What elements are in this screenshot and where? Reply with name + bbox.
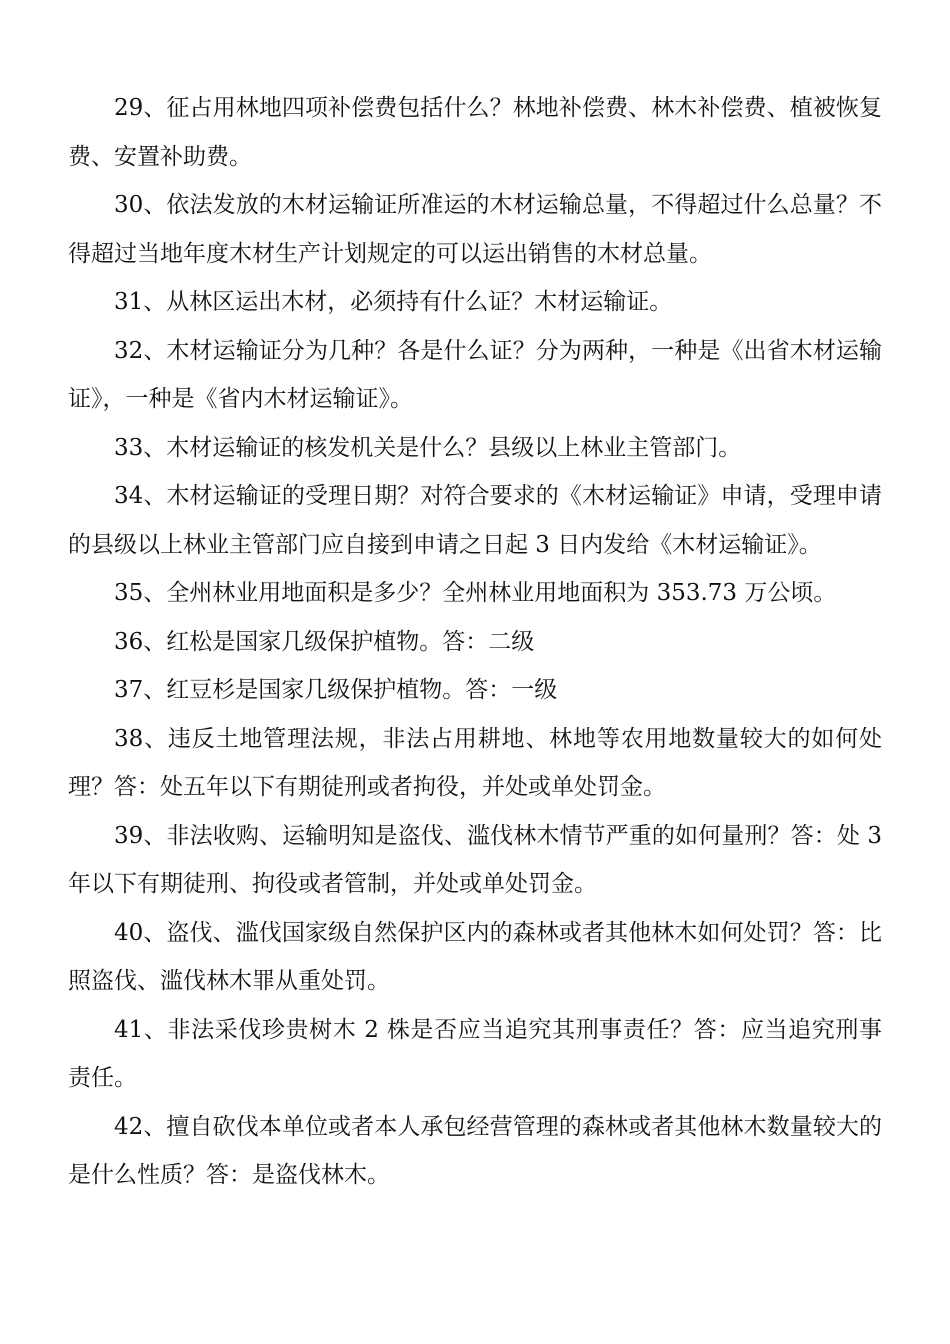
paragraph-q39: 39、非法收购、运输明知是盗伐、滥伐林木情节严重的如何量刑？答：处 3 年以下有期徒刑、拘役或者管制，并处或单处罚金。: [68, 822, 882, 897]
paragraph-q30: 30、依法发放的木材运输证所准运的木材运输总量，不得超过什么总量？不得超过当地年度木材生产计划规定的可以运出销售的木材总量。: [68, 192, 882, 267]
paragraph-q35: 35、全州林业用地面积是多少？全州林业用地面积为 353.73 万公顷。: [114, 580, 837, 606]
paragraph-q36: 36、红松是国家几级保护植物。答：二级: [114, 628, 535, 655]
paragraph-q37: 37、红豆杉是国家几级保护植物。答：一级: [114, 677, 558, 703]
paragraph-q29: 29、征占用林地四项补偿费包括什么？林地补偿费、林木补偿费、植被恢复费、安置补助费。: [68, 95, 882, 170]
paragraph-q33: 33、木材运输证的核发机关是什么？县级以上林业主管部门。: [114, 434, 742, 461]
paragraph-q41: 41、非法采伐珍贵树木 2 株是否应当追究其刑事责任？答：应当追究刑事责任。: [68, 1016, 882, 1091]
paragraph-q31: 31、从林区运出木材，必须持有什么证？木材运输证。: [114, 289, 673, 315]
paragraph-q34: 34、木材运输证的受理日期？对符合要求的《木材运输证》申请，受理申请的县级以上林业主管部门应自接到申请之日起 3 日内发给《木材运输证》。: [68, 483, 882, 558]
paragraph-q42: 42、擅自砍伐本单位或者本人承包经营管理的森林或者其他林木数量较大的是什么性质？答：是盗伐林木。: [68, 1113, 882, 1188]
paragraph-q40: 40、盗伐、滥伐国家级自然保护区内的森林或者其他林木如何处罚？答：比照盗伐、滥伐林木罪从重处罚。: [68, 919, 882, 994]
paragraph-q38: 38、违反土地管理法规，非法占用耕地、林地等农用地数量较大的如何处理？答：处五年以下有期徒刑或者拘役，并处或单处罚金。: [68, 725, 882, 800]
document-body: [68, 84, 882, 1200]
paragraph-q32: 32、木材运输证分为几种？各是什么证？分为两种，一种是《出省木材运输证》，一种是《省内木材运输证》。: [68, 337, 882, 412]
